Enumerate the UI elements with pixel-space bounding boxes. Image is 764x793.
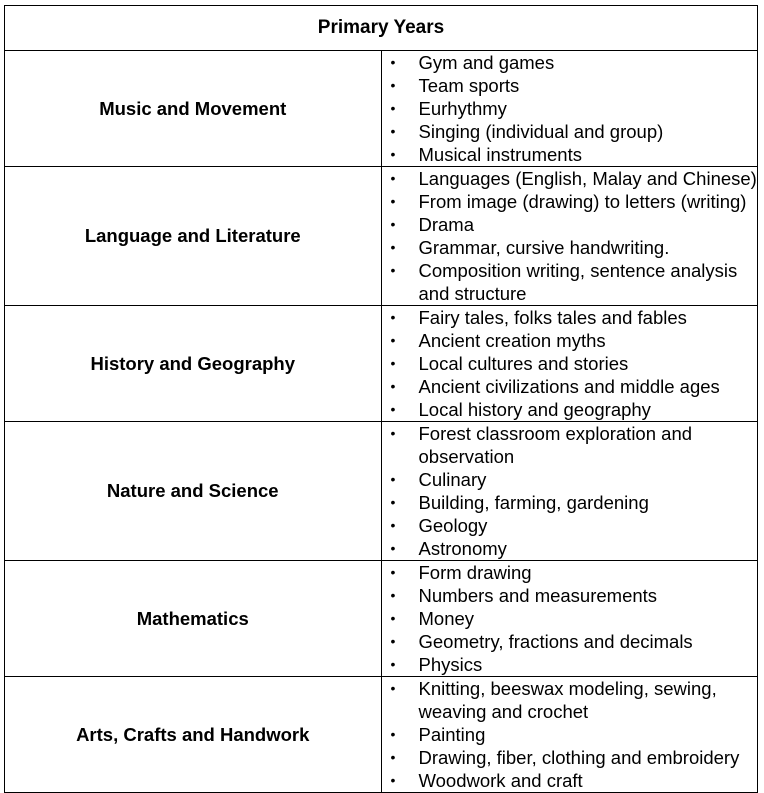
- curriculum-table: [4, 5, 758, 793]
- subject-row: [5, 306, 758, 422]
- list-item: [382, 120, 758, 143]
- list-item-text: Local cultures and stories: [418, 353, 629, 374]
- list-item: [382, 677, 758, 723]
- list-item-text: Drama: [418, 214, 475, 235]
- list-item: [382, 468, 758, 491]
- list-item: [382, 537, 758, 560]
- bullet-icon: •: [390, 540, 396, 556]
- subject-items-cell: [381, 51, 758, 167]
- subject-row: [5, 422, 758, 561]
- list-item-text: From image (drawing) to letters (writing): [418, 191, 747, 212]
- list-item: [382, 491, 758, 514]
- list-item: [382, 375, 758, 398]
- bullet-icon: •: [390, 332, 396, 348]
- list-item-text: Ancient civilizations and middle ages: [418, 376, 720, 397]
- bullet-icon: •: [390, 471, 396, 487]
- bullet-icon: •: [390, 378, 396, 394]
- subject-items-list: [382, 167, 758, 305]
- list-item-text: Gym and games: [418, 52, 555, 73]
- list-item-text: Form drawing: [418, 562, 532, 583]
- list-item-text: Grammar, cursive handwriting.: [418, 237, 670, 258]
- bullet-icon: •: [390, 587, 396, 603]
- subject-name: Nature and Science: [5, 422, 382, 561]
- list-item: [382, 398, 758, 421]
- list-item: [382, 329, 758, 352]
- list-item-text: Astronomy: [418, 538, 507, 559]
- list-item-text: Languages (English, Malay and Chinese): [418, 168, 757, 189]
- list-item-text: Geology: [418, 515, 488, 536]
- bullet-icon: •: [390, 564, 396, 580]
- list-item-text: Building, farming, gardening: [418, 492, 649, 513]
- subject-name: Arts, Crafts and Handwork: [5, 677, 382, 793]
- bullet-icon: •: [390, 726, 396, 742]
- list-item: [382, 306, 758, 329]
- list-item: [382, 746, 758, 769]
- bullet-icon: •: [390, 146, 396, 162]
- subject-items-list: [382, 677, 758, 792]
- list-item: [382, 653, 758, 676]
- list-item-text: Drawing, fiber, clothing and embroidery: [418, 747, 740, 768]
- bullet-icon: •: [390, 633, 396, 649]
- list-item: [382, 236, 758, 259]
- bullet-icon: •: [390, 355, 396, 371]
- list-item-text: Singing (individual and group): [418, 121, 664, 142]
- list-item: [382, 769, 758, 792]
- list-item-text: Knitting, beeswax modeling, sewing, weaving and crochet: [418, 678, 717, 722]
- bullet-icon: •: [390, 680, 396, 696]
- bullet-icon: •: [390, 100, 396, 116]
- list-item-text: Team sports: [418, 75, 520, 96]
- list-item: [382, 561, 758, 584]
- subject-name: Language and Literature: [5, 167, 382, 306]
- list-item: [382, 422, 758, 468]
- list-item: [382, 213, 758, 236]
- bullet-icon: •: [390, 170, 396, 186]
- list-item: [382, 51, 758, 74]
- list-item-text: Painting: [418, 724, 486, 745]
- bullet-icon: •: [390, 656, 396, 672]
- list-item-text: Physics: [418, 654, 483, 675]
- bullet-icon: •: [390, 772, 396, 788]
- list-item-text: Musical instruments: [418, 144, 582, 165]
- subject-row: [5, 561, 758, 677]
- bullet-icon: •: [390, 77, 396, 93]
- bullet-icon: •: [390, 425, 396, 441]
- list-item: [382, 190, 758, 213]
- subject-items-list: [382, 51, 758, 166]
- bullet-icon: •: [390, 749, 396, 765]
- subject-row: [5, 167, 758, 306]
- list-item-text: Eurhythmy: [418, 98, 507, 119]
- title-row: [5, 6, 758, 51]
- bullet-icon: •: [390, 54, 396, 70]
- table-title: Primary Years: [5, 6, 758, 51]
- bullet-icon: •: [390, 401, 396, 417]
- list-item: [382, 584, 758, 607]
- subject-name: Music and Movement: [5, 51, 382, 167]
- bullet-icon: •: [390, 517, 396, 533]
- bullet-icon: •: [390, 610, 396, 626]
- list-item-text: Numbers and measurements: [418, 585, 658, 606]
- list-item: [382, 352, 758, 375]
- list-item: [382, 514, 758, 537]
- subject-name: Mathematics: [5, 561, 382, 677]
- subject-items-cell: [381, 422, 758, 561]
- list-item: [382, 607, 758, 630]
- list-item: [382, 630, 758, 653]
- list-item-text: Ancient creation myths: [418, 330, 606, 351]
- subject-items-list: [382, 422, 758, 560]
- table-body: [5, 51, 758, 793]
- bullet-icon: •: [390, 239, 396, 255]
- bullet-icon: •: [390, 123, 396, 139]
- list-item-text: Woodwork and craft: [418, 770, 583, 791]
- list-item-text: Money: [418, 608, 475, 629]
- list-item-text: Forest classroom exploration and observation: [418, 423, 693, 467]
- list-item: [382, 143, 758, 166]
- bullet-icon: •: [390, 216, 396, 232]
- subject-name: History and Geography: [5, 306, 382, 422]
- list-item-text: Geometry, fractions and decimals: [418, 631, 693, 652]
- subject-row: [5, 677, 758, 793]
- list-item-text: Culinary: [418, 469, 487, 490]
- list-item: [382, 74, 758, 97]
- subject-items-cell: [381, 677, 758, 793]
- list-item: [382, 97, 758, 120]
- list-item-text: Local history and geography: [418, 399, 651, 420]
- list-item: [382, 167, 758, 190]
- list-item-text: Composition writing, sentence analysis and structure: [418, 260, 738, 304]
- list-item-text: Fairy tales, folks tales and fables: [418, 307, 687, 328]
- list-item: [382, 723, 758, 746]
- subject-row: [5, 51, 758, 167]
- subject-items-list: [382, 306, 758, 421]
- bullet-icon: •: [390, 494, 396, 510]
- subject-items-cell: [381, 167, 758, 306]
- subject-items-cell: [381, 561, 758, 677]
- bullet-icon: •: [390, 262, 396, 278]
- subject-items-cell: [381, 306, 758, 422]
- subject-items-list: [382, 561, 758, 676]
- list-item: [382, 259, 758, 305]
- bullet-icon: •: [390, 309, 396, 325]
- bullet-icon: •: [390, 193, 396, 209]
